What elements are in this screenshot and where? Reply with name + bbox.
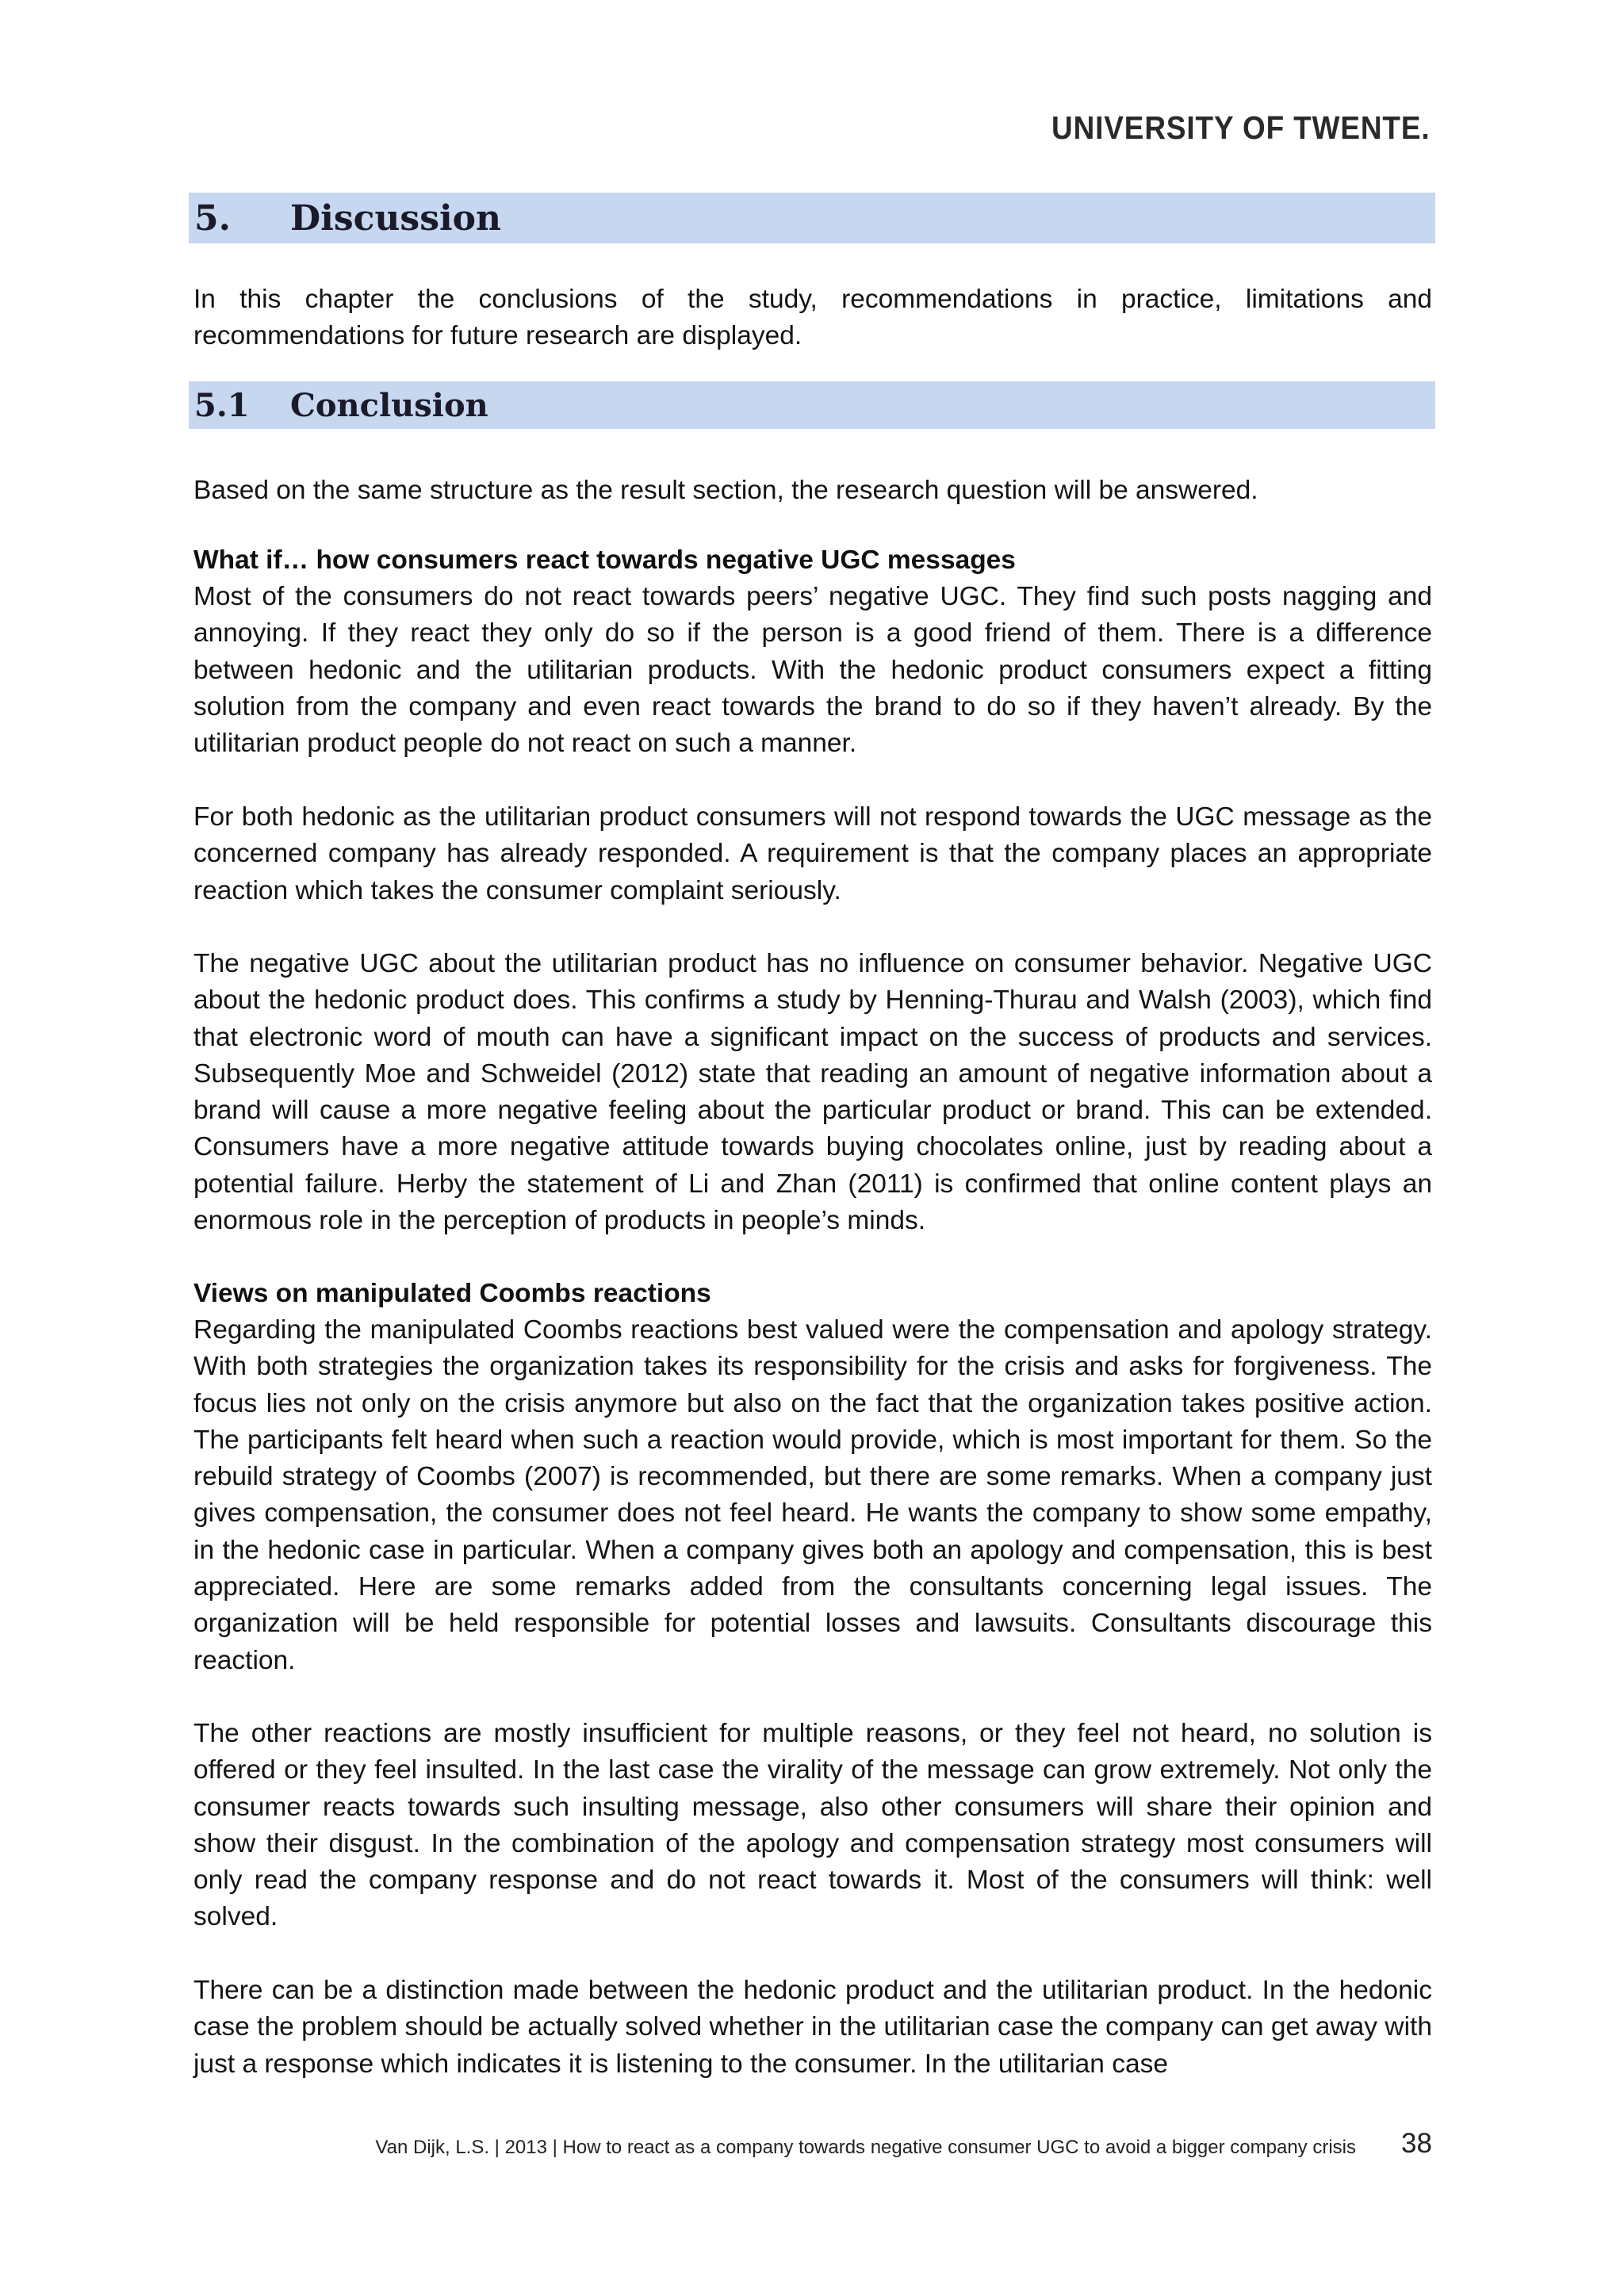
subheading-reactions: What if… how consumers react towards negative UGC messages: [193, 545, 1016, 575]
university-logo: UNIVERSITY OF TWENTE.: [1051, 109, 1430, 146]
subsection-title: Conclusion: [290, 386, 488, 424]
paragraph: For both hedonic as the utilitarian product consumers will not respond towards the UGC message as the concerned company has already responded. A requirement is that the company places an appropriate reaction which takes the consumer complaint seriously.: [193, 802, 1432, 905]
subheading-coombs: Views on manipulated Coombs reactions: [193, 1279, 711, 1308]
paragraph: The negative UGC about the utilitarian product has no influence on consumer behavior. Negative UGC about the hedonic product does. This confirms a study by Henning-Thurau and Walsh (2003), which find that electronic word of mouth can have a significant impact on the success of products and services. Subsequently Moe and Schweidel (2012) state that reading an amount of negative information about a brand will cause a more negative feeling about the particular product or brand. This can be extended. Consumers have a more negative attitude towards buying chocolates online, just by reading about a potential failure. Herby the statement of Li and Zhan (2011) is confirmed that online content plays an enormous role in the perception of products in people’s minds.: [193, 949, 1432, 1236]
lead-paragraph: Based on the same structure as the result section, the research question will be answered.: [193, 476, 1258, 505]
intro-paragraph: In this chapter the conclusions of the study, recommendations in practice, limitations and recommendations for future research are displayed.: [193, 285, 1432, 351]
paragraph: There can be a distinction made between the hedonic product and the utilitarian product. In the hedonic case the problem should be actually solved whether in the utilitarian case the company can get away with just a response which indicates it is listening to the consumer. In the utilitarian case: [193, 1976, 1432, 2079]
paragraph: The other reactions are mostly insufficient for multiple reasons, or they feel not heard, no solution is offered or they feel insulted. In the last case the virality of the message can grow extremely. Not only the consumer reacts towards such insulting message, also other consumers will share their opinion and show their disgust. In the combination of the apology and compensation strategy most consumers will only read the company response and do not react towards it. Most of the consumers will think: well solved.: [193, 1719, 1432, 1932]
subsection-number: 5.1: [194, 386, 250, 424]
footer-citation: Van Dijk, L.S. | 2013 | How to react as a company towards negative consumer UGC to avoid a bigger company crisis: [375, 2137, 1356, 2158]
section-title: Discussion: [290, 197, 502, 239]
section-number: 5.: [194, 197, 231, 239]
section-heading: [189, 193, 1435, 243]
subsection-heading: [189, 381, 1435, 429]
page-number: 38: [1401, 2128, 1432, 2159]
paragraph: Regarding the manipulated Coombs reactions best valued were the compensation and apology strategy. With both strategies the organization takes its responsibility for the crisis and asks for forgiveness. The focus lies not only on the crisis anymore but also on the fact that the organization takes positive action. The participants felt heard when such a reaction would provide, which is most important for them. So the rebuild strategy of Coombs (2007) is recommended, but there are some remarks. When a company just gives compensation, the consumer does not feel heard. He wants the company to show some empathy, in the hedonic case in particular. When a company gives both an apology and compensation, this is best appreciated. Here are some remarks added from the consultants concerning legal issues. The organization will be held responsible for potential losses and lawsuits. Consultants discourage this reaction.: [193, 1315, 1432, 1675]
paragraph: Most of the consumers do not react towards peers’ negative UGC. They find such posts nagging and annoying. If they react they only do so if the person is a good friend of them. There is a difference between hedonic and the utilitarian products. With the hedonic product consumers expect a fitting solution from the company and even react towards the brand to do so if they haven’t already. By the utilitarian product people do not react on such a manner.: [193, 582, 1432, 759]
